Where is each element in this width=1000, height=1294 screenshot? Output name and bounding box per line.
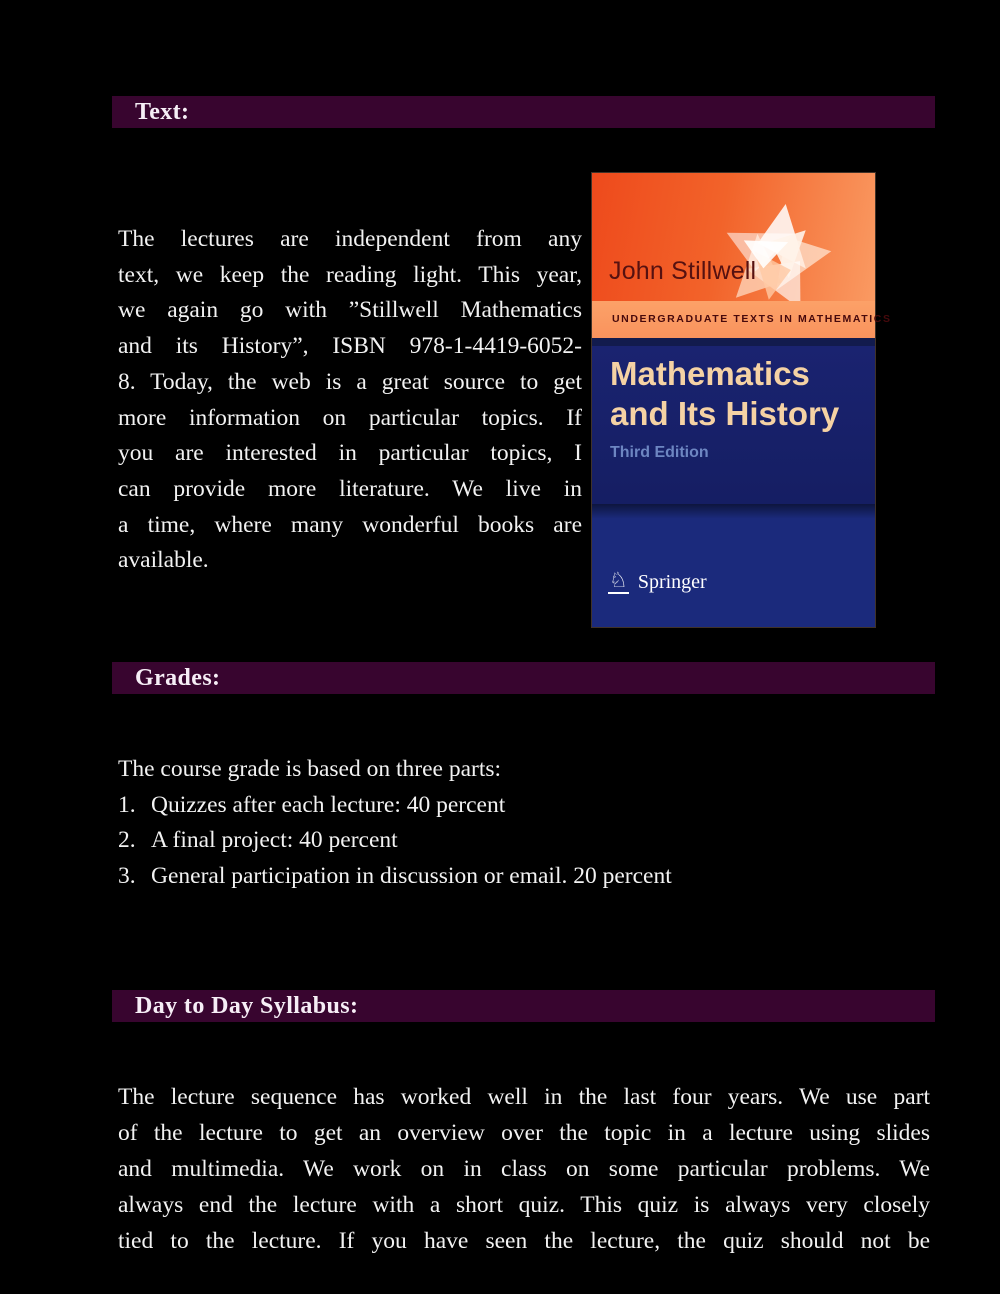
paragraph-line: can provide more literature. We live in: [118, 475, 582, 502]
grades-item: [118, 859, 818, 895]
grades-item: [118, 823, 818, 859]
book-title-panel: [592, 346, 875, 504]
section-title-grades: Grades:: [135, 665, 221, 691]
book-divider-strip: [592, 338, 875, 346]
grades-item-text: A final project: 40 percent: [151, 827, 398, 854]
book-series-band: UNDERGRADUATE TEXTS IN MATHEMATICS: [592, 301, 875, 338]
paragraph-line: a time, where many wonderful books are: [118, 511, 582, 538]
book-author: John Stillwell: [609, 257, 757, 285]
publisher-name: Springer: [637, 571, 707, 593]
paragraph-line: available.: [118, 547, 209, 574]
grades-item-number: 1.: [118, 791, 136, 818]
book-cover-image: [592, 173, 892, 627]
book-cover-top-panel: [592, 173, 875, 301]
section-title-text: Text:: [135, 99, 190, 125]
grades-item: [118, 788, 818, 824]
grades-item-text: General participation in discussion or email. 20 percent: [151, 863, 672, 890]
syllabus-paragraph: [118, 1080, 930, 1260]
book-title-line1: Mathematics: [610, 355, 810, 392]
paragraph-line: more information on particular topics. If: [118, 404, 582, 431]
grades-item-number: 2.: [118, 827, 136, 854]
book-publisher-panel: [592, 504, 875, 627]
paragraph-line: of the lecture to get an overview over the topic in a lecture using slides: [118, 1119, 930, 1146]
paragraph-line: 8. Today, the web is a great source to get: [118, 368, 582, 395]
paragraph-line: always end the lecture with a short quiz. This quiz is always very closely: [118, 1191, 930, 1218]
paragraph-line: The lectures are independent from any: [118, 226, 582, 252]
section-header-text: [112, 96, 935, 128]
text-section-paragraph: [118, 222, 582, 579]
paragraph-line: text, we keep the reading light. This year,: [118, 261, 582, 288]
section-title-syllabus: Day to Day Syllabus:: [135, 993, 359, 1019]
grades-item-number: 3.: [118, 863, 136, 890]
paragraph-line: and its History”, ISBN 978-1-4419-6052-: [118, 333, 582, 360]
paragraph-line: we again go with ”Stillwell Mathematics: [118, 297, 582, 324]
springer-horse-icon: ♘: [609, 568, 628, 592]
paragraph-line: you are interested in particular topics, I: [118, 440, 582, 467]
paragraph-line: The lecture sequence has worked well in the last four years. We use part: [118, 1084, 930, 1110]
book-edition: Third Edition: [610, 444, 709, 461]
publisher-logo: [608, 570, 707, 594]
grades-intro: The course grade is based on three parts:: [118, 756, 502, 782]
paragraph-line: and multimedia. We work on in class on some particular problems. We: [118, 1155, 930, 1182]
paragraph-line: tied to the lecture. If you have seen the lecture, the quiz should not be: [118, 1227, 930, 1254]
section-header-syllabus: [112, 990, 935, 1022]
book-title-line2: and Its History: [610, 395, 840, 432]
grades-item-text: Quizzes after each lecture: 40 percent: [151, 791, 506, 818]
grades-list: [118, 752, 818, 895]
section-header-grades: [112, 662, 935, 694]
